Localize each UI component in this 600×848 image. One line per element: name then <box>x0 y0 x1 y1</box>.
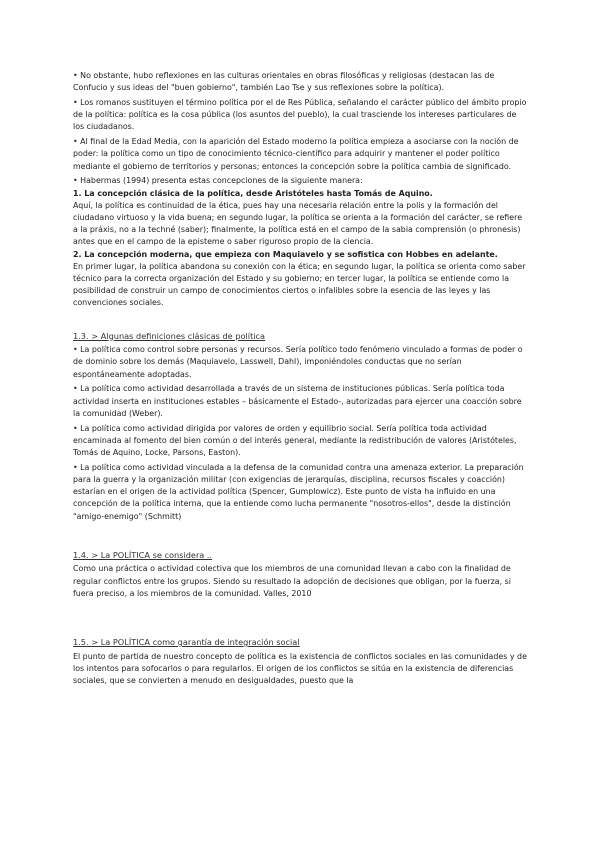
paragraph-classical-conception: Aquí, la política es continuidad de la ética, pues hay una necesaria relación entre la polis y la formación del ciudadano virtuoso y la vida buena; en segundo lugar, la política se orienta a la formación del carácter, se refiere a la práxis, no a la techné (saber); finalmente, la política está en el campo de la sabia comprensión (o phronesis) antes que en el campo de la episteme o saber riguroso propio de la ciencia. <box>73 200 523 247</box>
paragraph-romans: • Los romanos sustituyen el término política por el de Res Pública, señalando el carácter público del ámbito propio de la política: política es la cosa pública (los asuntos del pueblo), la cual trasciende los intereses particulares de los ciudadanos. <box>73 98 527 132</box>
document-content <box>73 70 527 687</box>
paragraph-oriental-cultures: • No obstante, hubo reflexiones en las culturas orientales en obras filosóficas y religiosas (destacan las de Confucio y sus ideas del "buen gobierno", también Lao Tse y sus reflexiones sobre la política). <box>73 71 495 93</box>
paragraph-habermas: • Habermas (1994) presenta estas concepciones de la siguiente manera: <box>73 176 363 186</box>
section-heading-1-4: 1.4. > La POLÍTICA se considera .. <box>73 549 213 560</box>
paragraph-modern-conception: En primer lugar, la política abandona su conexión con la ética; en segundo lugar, la política se orienta como saber técnico para la correcta organización del Estado y su gobierno; en tercer lugar, la política se entiende como la posibilidad de construir un campo de conocimientos ciertos o infalibles sobre la esencia de las leyes y las convenciones sociales. <box>73 261 526 308</box>
heading-classical-conception: 1. La concepción clásica de la política, desde Aristóteles hasta Tomás de Aquino. <box>73 188 433 198</box>
section-heading-1-3: 1.3. > Algunas definiciones clásicas de política <box>73 330 266 341</box>
definition-values: • La política como actividad dirigida por valores de orden y equilibrio social. Sería política toda actividad encaminada al fomento del bien común o del interés general, mediante la redistribución de valores (Aristóteles, Tomás de Aquino, Locke, Parsons, Easton). <box>73 423 517 458</box>
paragraph-middle-ages: • Al final de la Edad Media, con la aparición del Estado moderno la política empieza a asociarse con la noción de poder: la política como un tipo de conocimiento técnico-científico para adquirir y mantener el poder político mediante el gobierno de territorios y personas; entonces la concepción sobre la política cambia de significado. <box>73 137 519 171</box>
heading-modern-conception: 2. La concepción moderna, que empieza con Maquiavelo y se sofistica con Hobbes en adelante. <box>73 249 498 259</box>
paragraph-politics-considered: Como una práctica o actividad colectiva que los miembros de una comunidad llevan a cabo con la finalidad de regular conflictos entre los grupos. Siendo su resultado la adopción de decisiones que obligan, por la fuerza, si fuera preciso, a los miembros de la comunidad. Valles, 2010 <box>73 564 511 598</box>
definition-institutions: • La política como actividad desarrollada a través de un sistema de instituciones públicas. Sería política toda actividad inserta en instituciones estables – básicamente el Estado-, autorizadas para ejercer una coacción sobre la comunidad (Weber). <box>73 384 522 418</box>
definition-control: • La política como control sobre personas y recursos. Sería político todo fenómeno vinculado a formas de poder o de dominio sobre los demás (Maquiavelo, Lasswell, Dahl), imponiéndoles conductas que no serían espontáneamente adoptadas. <box>73 345 523 379</box>
definition-defense: • La política como actividad vinculada a la defensa de la comunidad contra una amenaza exterior. La preparación para la guerra y la organización militar (con exigencias de jerarquías, disciplina, recursos fiscales y coacción) estarían en el origen de la actividad política (Spencer, Gumplowicz). Este punto de vista ha influido en una concepción de la política interna, que la entiende como lucha permanente "nosotros-ellos", desde la distinción "amigo-enemigo" (Schmitt) <box>73 462 524 521</box>
section-heading-1-5: 1.5. > La POLÍTICA como garantía de integración social <box>73 637 300 648</box>
paragraph-social-integration: El punto de partida de nuestro concepto de política es la existencia de conflictos sociales en las comunidades y de los intentos para sofocarlos o para regularlos. El origen de los conflictos se sitúa en la existencia de diferencias sociales, que se convierten a menudo en desigualdades, puesto que la <box>73 651 527 686</box>
